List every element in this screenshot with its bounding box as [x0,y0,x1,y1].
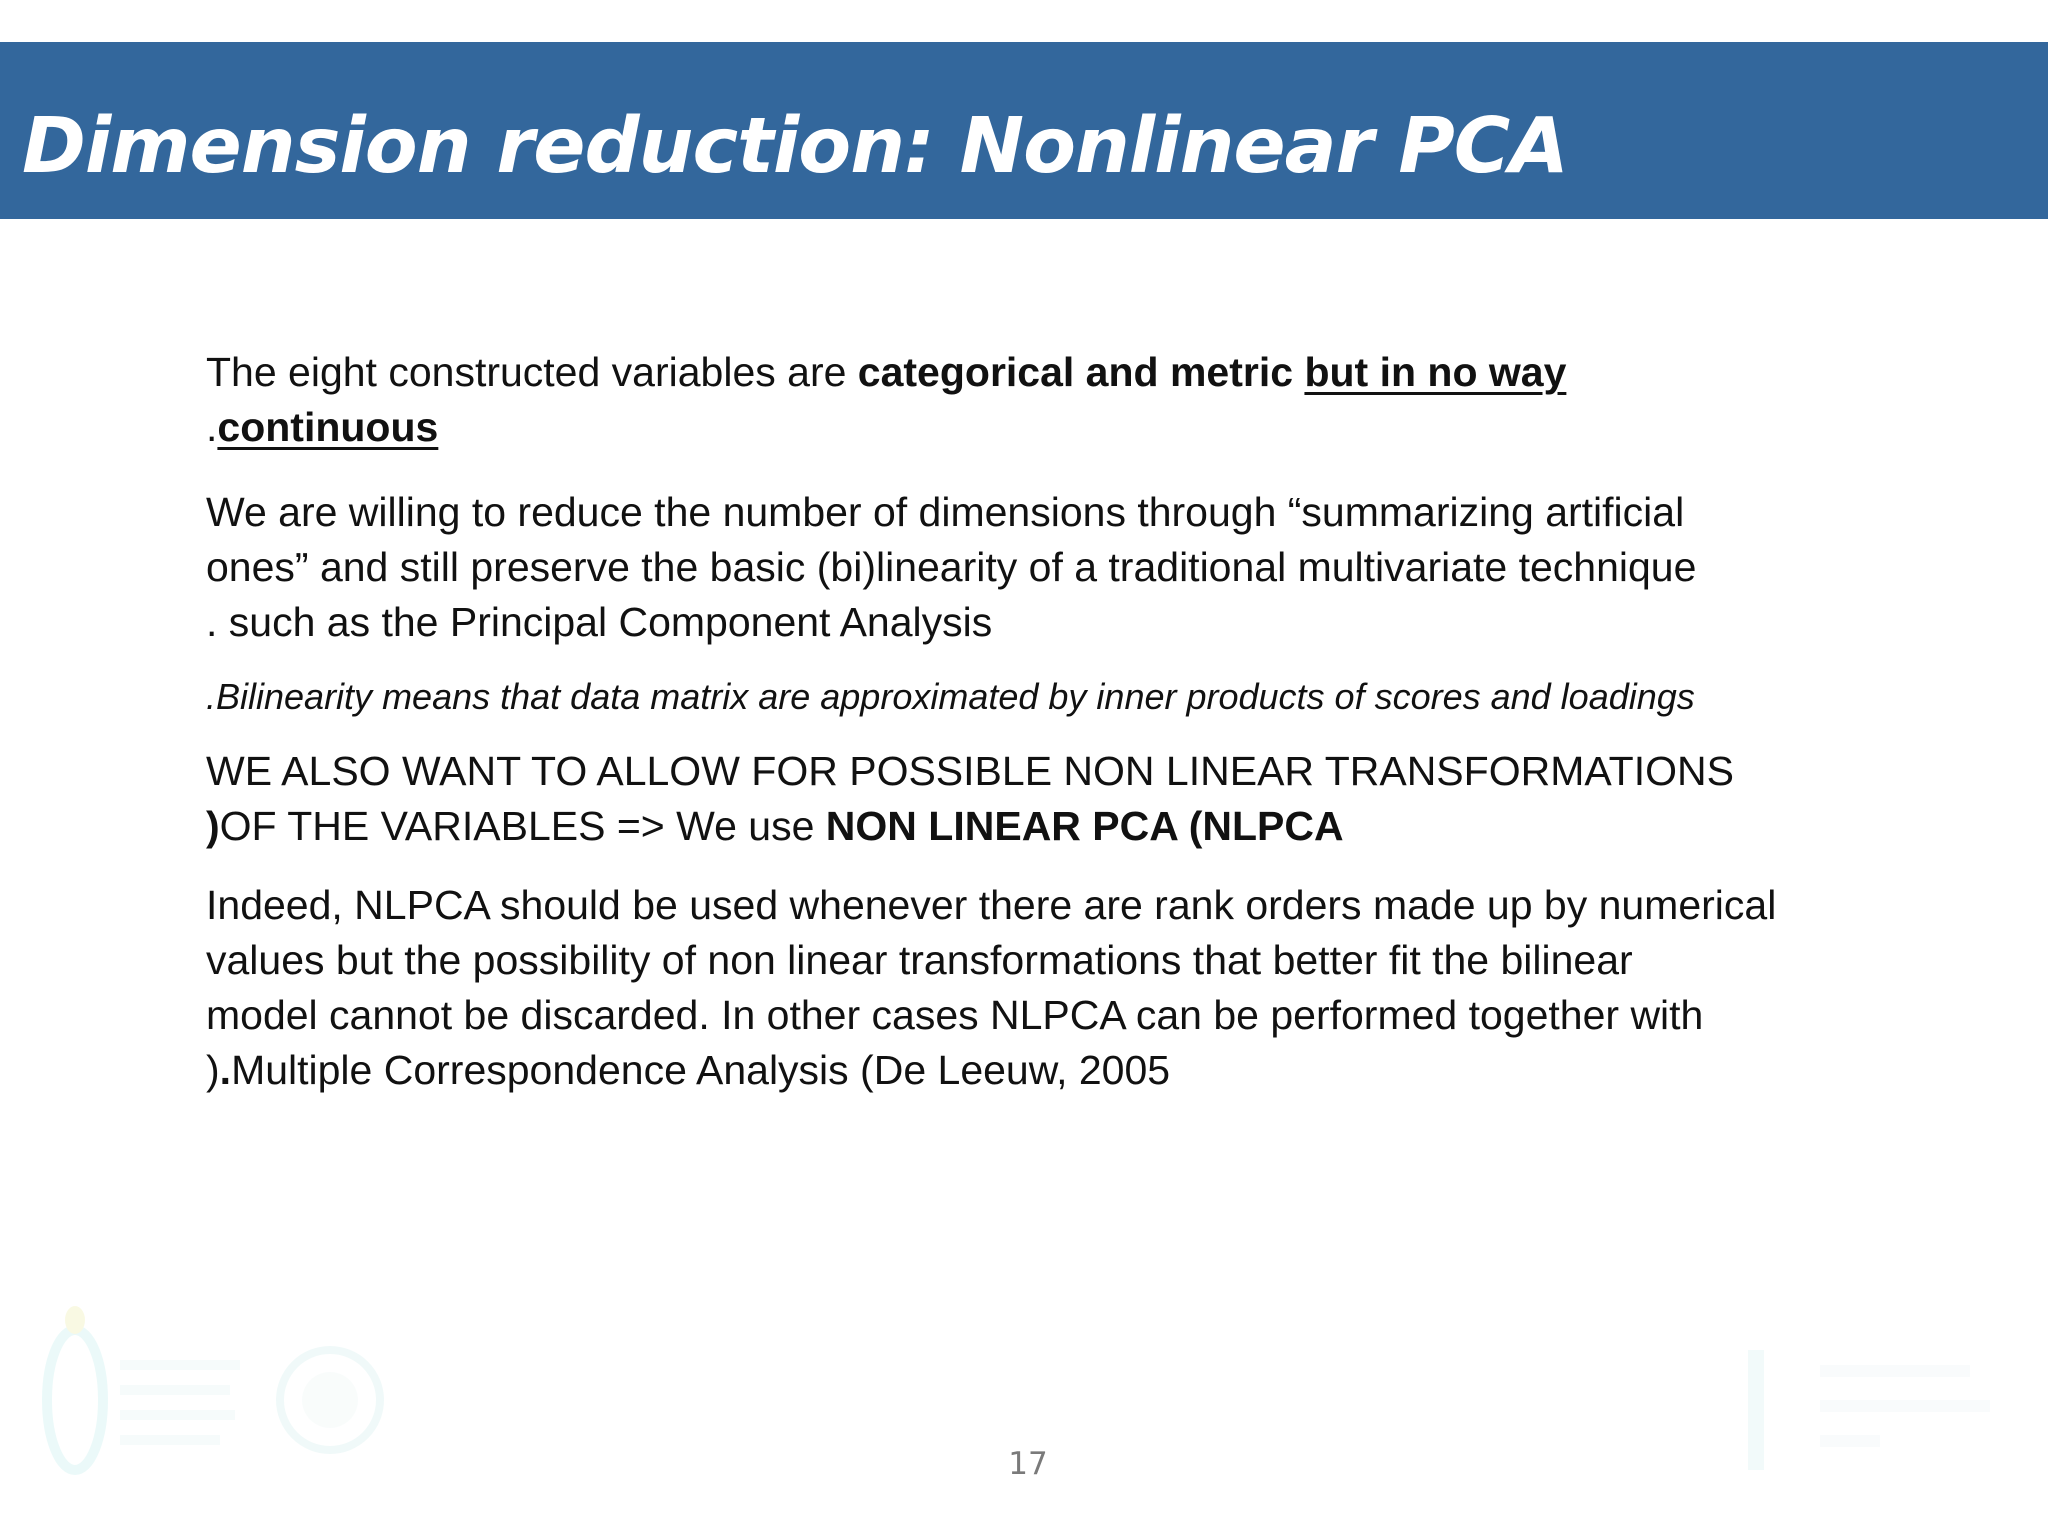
paragraph-4 [206,744,2006,854]
page-number: 17 [1008,1446,1048,1482]
paragraph-2-line-2: ones” and still preserve the basic (bi)linearity of a traditional multivariate technique [206,544,1697,590]
paragraph-3-line-1: .Bilinearity means that data matrix are approximated by inner products of scores and loadings [206,676,1695,717]
text-span: Multiple Correspondence Analysis (De Leeuw, 2005 [231,1047,1171,1093]
paragraph-4-line-1: WE ALSO WANT TO ALLOW FOR POSSIBLE NON LINEAR TRANSFORMATIONS [206,748,1734,794]
text-span: . [206,404,218,450]
paragraph-2 [206,485,2006,650]
bold-text: . [219,1047,232,1093]
paragraph-3 [206,672,2006,722]
paragraph-2-line-1: We are willing to reduce the number of dimensions through “summarizing artificial [206,489,1685,535]
text-span: The eight constructed variables are [206,349,858,395]
text-span: OF THE VARIABLES => We use [219,803,826,849]
paragraph-1 [206,345,2006,455]
paragraph-5-line-3: model cannot be discarded. In other cases NLPCA can be performed together with [206,992,1704,1038]
paragraph-5-line-2: values but the possibility of non linear transformations that better fit the bilinear [206,937,1633,983]
bold-underlined-text: but in no way [1304,349,1567,395]
bold-text: NON LINEAR PCA (NLPCA [825,803,1344,849]
text-span [1293,349,1304,395]
bold-text: categorical and metric [857,349,1294,395]
paragraph-5-line-4 [206,1043,2006,1098]
bold-text: ) [206,803,220,849]
paragraph-5 [206,878,2006,1098]
paragraph-2-line-3: . such as the Principal Component Analysis [206,599,993,645]
bold-underlined-text: continuous [217,404,439,450]
paragraph-1-line-2 [206,400,2006,455]
paragraph-1-line-1 [206,345,2006,400]
paragraph-5-line-1: Indeed, NLPCA should be used whenever there are rank orders made up by numerical [206,882,1777,928]
text-span: ) [206,1047,220,1093]
slide-title: Dimension reduction: Nonlinear PCA [22,102,1568,191]
slide-content [206,345,2006,1098]
paragraph-4-line-2 [206,799,2006,854]
